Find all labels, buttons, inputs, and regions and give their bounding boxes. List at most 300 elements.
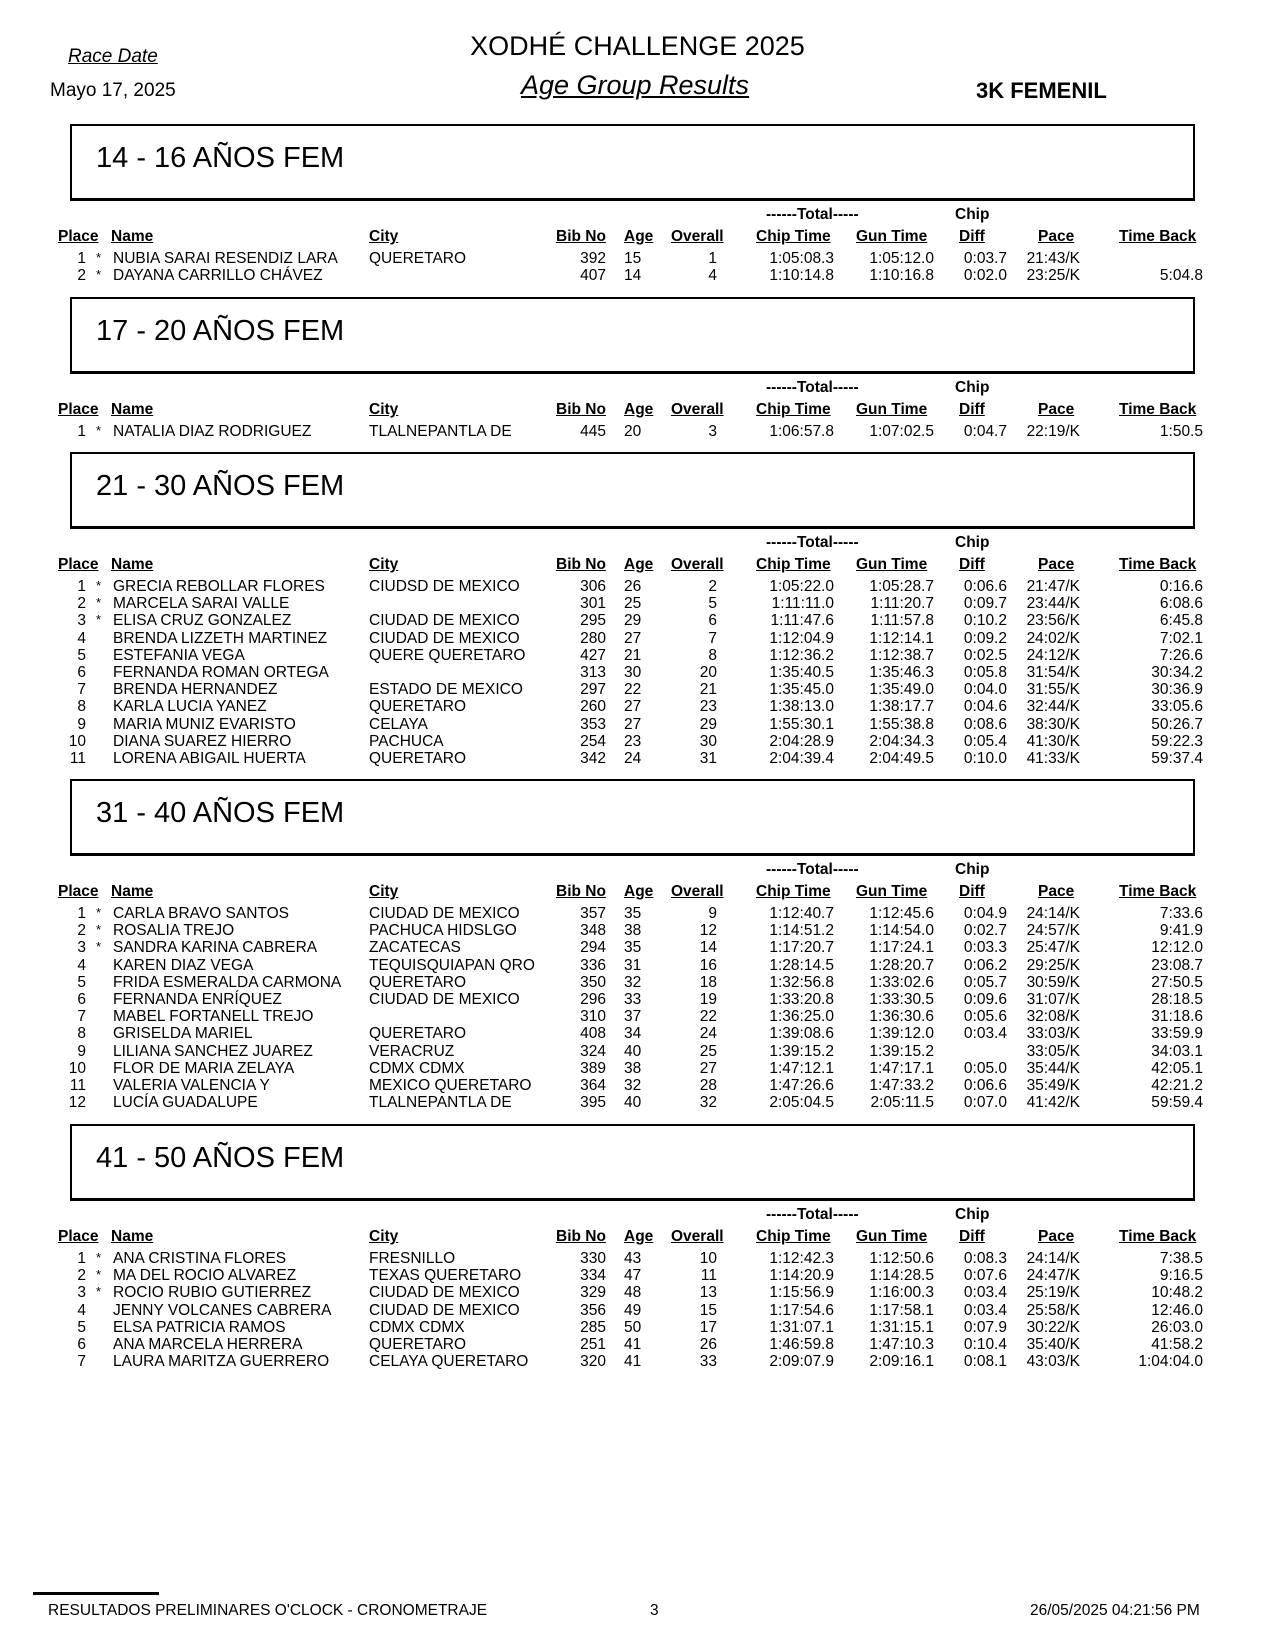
cell-place: 5 — [77, 973, 86, 991]
cell-chip: 1:17:20.7 — [769, 939, 834, 957]
cell-place: 3 — [77, 612, 86, 630]
cell-chip: 1:14:20.9 — [769, 1267, 834, 1285]
cell-gun: 1:33:02.6 — [869, 973, 934, 991]
cell-overall: 24 — [699, 1025, 717, 1043]
cell-star: * — [96, 578, 102, 593]
cell-bib: 310 — [580, 1008, 606, 1026]
cell-chip: 2:04:28.9 — [769, 732, 834, 750]
cell-name: SANDRA KARINA CABRERA — [113, 939, 318, 957]
cell-city: QUERETARO — [369, 250, 467, 267]
cell-pace: 41:33/K — [1026, 750, 1080, 767]
cell-diff: 0:04.7 — [963, 423, 1007, 440]
column-header-city: City — [369, 1228, 399, 1245]
cell-pace: 31:55/K — [1026, 681, 1080, 699]
column-header-diff: Diff — [959, 228, 985, 245]
cell-chip: 1:10:14.8 — [769, 267, 834, 285]
column-header-time-back: Time Back — [1119, 1228, 1197, 1245]
cell-age: 24 — [624, 750, 642, 767]
cell-age: 37 — [624, 1008, 642, 1026]
cell-pace: 33:05/K — [1026, 1042, 1080, 1060]
cell-gun: 1:17:58.1 — [869, 1301, 934, 1319]
result-row — [0, 905, 1275, 922]
cell-bib: 357 — [580, 905, 606, 922]
cell-gun: 1:35:49.0 — [869, 681, 934, 699]
cell-overall: 22 — [699, 1008, 717, 1026]
cell-pace: 23:25/K — [1026, 267, 1080, 285]
chip-group-label: Chip — [955, 206, 990, 223]
race-date: Mayo 17, 2025 — [50, 80, 176, 101]
cell-age: 20 — [624, 423, 642, 440]
cell-age: 50 — [624, 1318, 642, 1336]
cell-age: 40 — [624, 1042, 642, 1060]
cell-chip: 1:05:22.0 — [769, 578, 834, 595]
age-group-header-box — [70, 779, 1195, 856]
cell-diff: 0:06.6 — [963, 578, 1007, 595]
cell-back: 23:08.7 — [1151, 956, 1203, 974]
cell-diff: 0:02.5 — [963, 646, 1007, 664]
cell-diff: 0:03.3 — [963, 939, 1007, 957]
column-header-age: Age — [624, 1228, 654, 1245]
age-group-header-box — [70, 452, 1195, 529]
cell-star: * — [96, 1250, 102, 1265]
cell-diff: 0:04.6 — [963, 698, 1007, 716]
cell-city: CIUDAD DE MEXICO — [369, 612, 520, 630]
result-row — [0, 1077, 1275, 1094]
cell-gun: 1:55:38.8 — [869, 715, 934, 733]
cell-diff: 0:05.8 — [963, 664, 1007, 681]
cell-back: 7:33.6 — [1159, 905, 1203, 922]
cell-diff: 0:05.6 — [963, 1008, 1007, 1026]
column-header-city: City — [369, 401, 399, 418]
cell-chip: 1:35:45.0 — [769, 681, 834, 699]
result-row — [0, 939, 1275, 956]
cell-gun: 2:04:34.3 — [869, 732, 934, 750]
cell-pace: 30:59/K — [1026, 973, 1080, 991]
cell-name: ROSALIA TREJO — [113, 922, 235, 940]
footer-source: RESULTADOS PRELIMINARES O'CLOCK - CRONOMETRAJE — [48, 1602, 488, 1619]
cell-star: * — [96, 612, 102, 628]
cell-bib: 392 — [580, 250, 606, 267]
cell-pace: 29:25/K — [1026, 956, 1080, 974]
cell-age: 32 — [624, 973, 642, 991]
result-row — [0, 1094, 1275, 1111]
cell-bib: 408 — [580, 1025, 606, 1043]
cell-age: 31 — [624, 956, 642, 974]
cell-diff: 0:09.2 — [963, 629, 1007, 647]
column-header-name: Name — [111, 1228, 154, 1245]
cell-city: CIUDAD DE MEXICO — [369, 1284, 520, 1302]
cell-chip: 1:33:20.8 — [769, 991, 834, 1008]
cell-age: 47 — [624, 1267, 642, 1285]
cell-name: DIANA SUAREZ HIERRO — [113, 732, 292, 750]
result-row — [0, 922, 1275, 939]
column-header-chip-time: Chip Time — [756, 883, 831, 900]
cell-gun: 1:10:16.8 — [869, 267, 934, 285]
age-group-title: 14 - 16 AÑOS FEM — [96, 142, 345, 174]
cell-bib: 350 — [580, 973, 606, 991]
cell-overall: 33 — [699, 1353, 717, 1371]
cell-diff: 0:07.6 — [963, 1267, 1007, 1285]
cell-back: 10:48.2 — [1151, 1284, 1203, 1302]
page-number: 3 — [650, 1602, 659, 1619]
cell-back: 59:22.3 — [1151, 732, 1203, 750]
cell-pace: 41:42/K — [1026, 1094, 1080, 1112]
cell-pace: 24:12/K — [1026, 646, 1080, 664]
cell-age: 21 — [624, 646, 642, 664]
cell-place: 6 — [77, 991, 86, 1008]
cell-chip: 1:39:15.2 — [769, 1042, 834, 1060]
cell-chip: 1:46:59.8 — [769, 1336, 834, 1353]
cell-age: 35 — [624, 905, 642, 922]
cell-place: 6 — [77, 1336, 86, 1353]
page-title: XODHÉ CHALLENGE 2025 — [470, 31, 805, 61]
cell-place: 3 — [77, 939, 86, 957]
cell-chip: 1:47:12.1 — [769, 1059, 834, 1077]
cell-city: CIUDSD DE MEXICO — [369, 578, 520, 595]
cell-bib: 320 — [580, 1353, 606, 1371]
cell-overall: 13 — [699, 1284, 717, 1302]
cell-name: FLOR DE MARIA ZELAYA — [113, 1059, 295, 1077]
cell-diff: 0:03.7 — [963, 250, 1007, 267]
cell-name: GRISELDA MARIEL — [113, 1025, 253, 1043]
cell-city: TLALNEPANTLA DE — [369, 1094, 512, 1112]
age-group-header-box — [70, 1124, 1195, 1201]
cell-overall: 2 — [708, 578, 717, 595]
cell-bib: 348 — [580, 922, 606, 940]
cell-place: 2 — [77, 595, 86, 613]
cell-name: ESTEFANIA VEGA — [113, 646, 245, 664]
cell-back: 5:04.8 — [1159, 267, 1203, 285]
column-header-gun-time: Gun Time — [856, 401, 928, 418]
cell-back: 28:18.5 — [1151, 991, 1203, 1008]
cell-place: 10 — [68, 1059, 86, 1077]
age-group-title: 17 - 20 AÑOS FEM — [96, 315, 345, 347]
cell-gun: 1:28:20.7 — [869, 956, 934, 974]
cell-place: 1 — [77, 1250, 86, 1267]
cell-place: 4 — [77, 629, 86, 647]
cell-age: 27 — [624, 698, 642, 716]
cell-bib: 330 — [580, 1250, 606, 1267]
column-header-overall: Overall — [671, 1228, 724, 1245]
cell-pace: 25:19/K — [1026, 1284, 1080, 1302]
cell-bib: 251 — [580, 1336, 606, 1353]
cell-chip: 1:38:13.0 — [769, 698, 834, 716]
cell-back: 12:12.0 — [1151, 939, 1203, 957]
cell-chip: 1:05:08.3 — [769, 250, 834, 267]
chip-group-label: Chip — [955, 1206, 990, 1223]
cell-place: 2 — [77, 922, 86, 940]
cell-bib: 295 — [580, 612, 606, 630]
column-header-name: Name — [111, 401, 154, 418]
cell-chip: 1:15:56.9 — [769, 1284, 834, 1302]
cell-chip: 1:17:54.6 — [769, 1301, 834, 1319]
cell-age: 29 — [624, 612, 642, 630]
cell-place: 9 — [77, 1042, 86, 1060]
cell-chip: 1:55:30.1 — [769, 715, 834, 733]
cell-age: 43 — [624, 1250, 642, 1267]
cell-pace: 35:40/K — [1026, 1336, 1080, 1353]
cell-name: FRIDA ESMERALDA CARMONA — [113, 973, 342, 991]
cell-back: 50:26.7 — [1151, 715, 1203, 733]
cell-chip: 1:47:26.6 — [769, 1077, 834, 1094]
cell-pace: 35:44/K — [1026, 1059, 1080, 1077]
cell-bib: 356 — [580, 1301, 606, 1319]
cell-star: * — [96, 250, 102, 265]
cell-star: * — [96, 922, 102, 938]
column-header-place: Place — [58, 556, 99, 573]
cell-chip: 1:28:14.5 — [769, 956, 834, 974]
cell-name: LORENA ABIGAIL HUERTA — [113, 750, 306, 767]
cell-pace: 32:08/K — [1026, 1008, 1080, 1026]
cell-name: KAREN DIAZ VEGA — [113, 956, 254, 974]
cell-bib: 407 — [580, 267, 606, 285]
cell-place: 7 — [77, 1353, 86, 1371]
column-header-diff: Diff — [959, 556, 985, 573]
cell-place: 8 — [77, 698, 86, 716]
cell-back: 33:59.9 — [1151, 1025, 1203, 1043]
age-group-title: 31 - 40 AÑOS FEM — [96, 797, 345, 829]
cell-bib: 336 — [580, 956, 606, 974]
cell-chip: 1:39:08.6 — [769, 1025, 834, 1043]
column-header-gun-time: Gun Time — [856, 1228, 928, 1245]
cell-name: MARIA MUNIZ EVARISTO — [113, 715, 296, 733]
cell-bib: 427 — [580, 646, 606, 664]
result-row — [0, 957, 1275, 974]
cell-place: 2 — [77, 1267, 86, 1285]
column-header-gun-time: Gun Time — [856, 883, 928, 900]
cell-age: 40 — [624, 1094, 642, 1112]
cell-gun: 1:35:46.3 — [869, 664, 934, 681]
column-header-pace: Pace — [1038, 228, 1075, 245]
cell-back: 12:46.0 — [1151, 1301, 1203, 1319]
column-header-time-back: Time Back — [1119, 228, 1197, 245]
column-header-place: Place — [58, 883, 99, 900]
column-header-city: City — [369, 228, 399, 245]
column-header-name: Name — [111, 556, 154, 573]
cell-city: TEXAS QUERETARO — [369, 1267, 522, 1285]
cell-diff: 0:08.3 — [963, 1250, 1007, 1267]
cell-city: CIUDAD DE MEXICO — [369, 629, 520, 647]
cell-overall: 7 — [708, 629, 717, 647]
cell-diff: 0:07.0 — [963, 1094, 1007, 1112]
cell-name: LAURA MARITZA GUERRERO — [113, 1353, 330, 1371]
footer-timestamp: 26/05/2025 04:21:56 PM — [1030, 1602, 1200, 1619]
column-header-pace: Pace — [1038, 883, 1075, 900]
cell-gun: 2:04:49.5 — [869, 750, 934, 767]
cell-diff: 0:07.9 — [963, 1318, 1007, 1336]
cell-gun: 1:12:50.6 — [869, 1250, 934, 1267]
cell-diff: 0:05.7 — [963, 973, 1007, 991]
result-row — [0, 1302, 1275, 1319]
cell-star: * — [96, 595, 102, 611]
cell-gun: 1:47:17.1 — [869, 1059, 934, 1077]
cell-age: 35 — [624, 939, 642, 957]
cell-gun: 1:14:28.5 — [869, 1267, 934, 1285]
column-header-diff: Diff — [959, 1228, 985, 1245]
result-row — [0, 423, 1275, 440]
cell-back: 0:16.6 — [1159, 578, 1203, 595]
cell-pace: 30:22/K — [1026, 1318, 1080, 1336]
cell-name: ELSA PATRICIA RAMOS — [113, 1318, 286, 1336]
cell-back: 1:50.5 — [1159, 423, 1203, 440]
result-row — [0, 250, 1275, 267]
cell-name: VALERIA VALENCIA Y — [113, 1077, 270, 1094]
cell-gun: 1:11:20.7 — [870, 595, 934, 613]
cell-gun: 1:12:38.7 — [869, 646, 934, 664]
column-header-place: Place — [58, 401, 99, 418]
cell-gun: 1:17:24.1 — [869, 939, 934, 957]
cell-pace: 33:03/K — [1026, 1025, 1080, 1043]
cell-city: CIUDAD DE MEXICO — [369, 1301, 520, 1319]
result-row — [0, 1060, 1275, 1077]
cell-overall: 21 — [699, 681, 717, 699]
cell-gun: 1:12:14.1 — [869, 629, 934, 647]
cell-overall: 18 — [699, 973, 717, 991]
race-date-label: Race Date — [68, 46, 158, 67]
cell-back: 31:18.6 — [1151, 1008, 1203, 1026]
page-subtitle: Age Group Results — [520, 70, 750, 100]
cell-place: 1 — [77, 423, 86, 440]
cell-back: 42:21.2 — [1151, 1077, 1203, 1094]
cell-gun: 1:39:15.2 — [869, 1042, 934, 1060]
cell-age: 48 — [624, 1284, 642, 1302]
cell-name: BRENDA HERNANDEZ — [113, 681, 278, 699]
cell-bib: 313 — [580, 664, 606, 681]
cell-overall: 8 — [708, 646, 717, 664]
cell-chip: 2:05:04.5 — [769, 1094, 834, 1112]
result-row — [0, 1336, 1275, 1353]
cell-back: 42:05.1 — [1151, 1059, 1203, 1077]
result-row — [0, 681, 1275, 698]
cell-name: LUCÍA GUADALUPE — [113, 1094, 258, 1112]
cell-city: TLALNEPANTLA DE — [369, 423, 512, 440]
result-row — [0, 647, 1275, 664]
cell-back: 34:03.1 — [1151, 1042, 1203, 1060]
column-header-chip-time: Chip Time — [756, 228, 831, 245]
cell-pace: 23:56/K — [1026, 612, 1080, 630]
cell-age: 41 — [624, 1353, 642, 1371]
cell-place: 3 — [77, 1284, 86, 1302]
cell-back: 6:45.8 — [1159, 612, 1203, 630]
cell-pace: 41:30/K — [1026, 732, 1080, 750]
cell-gun: 1:31:15.1 — [869, 1318, 934, 1336]
result-row — [0, 1319, 1275, 1336]
column-header-name: Name — [111, 883, 154, 900]
cell-bib: 306 — [580, 578, 606, 595]
cell-name: ROCIO RUBIO GUTIERREZ — [113, 1284, 312, 1302]
result-row — [0, 267, 1275, 284]
cell-name: FERNANDA ENRÍQUEZ — [113, 991, 282, 1008]
column-header-name: Name — [111, 228, 154, 245]
cell-diff: 0:03.4 — [963, 1301, 1007, 1319]
cell-place: 1 — [77, 250, 86, 267]
cell-gun: 1:36:30.6 — [869, 1008, 934, 1026]
cell-city: CELAYA — [369, 715, 428, 733]
cell-pace: 35:49/K — [1026, 1077, 1080, 1094]
cell-age: 33 — [624, 991, 642, 1008]
cell-overall: 12 — [699, 922, 717, 940]
cell-name: MARCELA SARAI VALLE — [113, 595, 290, 613]
cell-age: 32 — [624, 1077, 642, 1094]
cell-star: * — [96, 423, 102, 438]
cell-overall: 29 — [699, 715, 717, 733]
total-group-label: ------Total----- — [766, 534, 859, 551]
cell-diff: 0:10.2 — [963, 612, 1007, 630]
cell-bib: 364 — [580, 1077, 606, 1094]
cell-place: 4 — [77, 1301, 86, 1319]
cell-overall: 19 — [699, 991, 717, 1008]
cell-age: 30 — [624, 664, 642, 681]
cell-overall: 23 — [699, 698, 717, 716]
cell-bib: 294 — [580, 939, 606, 957]
cell-pace: 24:14/K — [1026, 1250, 1080, 1267]
column-header-bib: Bib No — [556, 883, 606, 900]
cell-age: 38 — [624, 922, 642, 940]
cell-back: 59:59.4 — [1151, 1094, 1203, 1112]
cell-bib: 329 — [580, 1284, 606, 1302]
cell-back: 7:02.1 — [1159, 629, 1203, 647]
cell-back: 6:08.6 — [1159, 595, 1203, 613]
cell-gun: 1:12:45.6 — [869, 905, 934, 922]
cell-overall: 31 — [699, 750, 717, 767]
age-group-title: 41 - 50 AÑOS FEM — [96, 1142, 345, 1174]
cell-city: QUERETARO — [369, 750, 467, 767]
event-name: 3K FEMENIL — [976, 78, 1107, 103]
cell-age: 23 — [624, 732, 642, 750]
cell-pace: 32:44/K — [1026, 698, 1080, 716]
column-header-overall: Overall — [671, 228, 724, 245]
result-row — [0, 698, 1275, 715]
cell-gun: 2:05:11.5 — [870, 1094, 934, 1112]
cell-name: ELISA CRUZ GONZALEZ — [113, 612, 292, 630]
cell-bib: 296 — [580, 991, 606, 1008]
cell-back: 33:05.6 — [1151, 698, 1203, 716]
cell-name: ANA MARCELA HERRERA — [113, 1336, 303, 1353]
cell-gun: 2:09:16.1 — [869, 1353, 934, 1371]
cell-gun: 1:07:02.5 — [869, 423, 934, 440]
cell-city: CDMX CDMX — [369, 1318, 465, 1336]
column-header-overall: Overall — [671, 883, 724, 900]
result-row — [0, 612, 1275, 629]
result-row — [0, 1025, 1275, 1042]
result-row — [0, 1267, 1275, 1284]
column-header-chip-time: Chip Time — [756, 556, 831, 573]
cell-name: ANA CRISTINA FLORES — [113, 1250, 287, 1267]
cell-diff: 0:02.0 — [963, 267, 1007, 285]
cell-bib: 342 — [580, 750, 606, 767]
cell-overall: 20 — [699, 664, 717, 681]
cell-city: QUERETARO — [369, 698, 467, 716]
cell-back: 41:58.2 — [1151, 1336, 1203, 1353]
chip-group-label: Chip — [955, 534, 990, 551]
cell-back: 27:50.5 — [1151, 973, 1203, 991]
cell-city: FRESNILLO — [369, 1250, 456, 1267]
cell-overall: 17 — [699, 1318, 717, 1336]
cell-city: QUERETARO — [369, 1025, 467, 1043]
column-header-gun-time: Gun Time — [856, 228, 928, 245]
result-row — [0, 1043, 1275, 1060]
cell-city: CDMX CDMX — [369, 1059, 465, 1077]
cell-star: * — [96, 1267, 102, 1283]
result-row — [0, 716, 1275, 733]
cell-diff: 0:09.7 — [963, 595, 1007, 613]
cell-overall: 14 — [699, 939, 717, 957]
cell-chip: 1:35:40.5 — [769, 664, 834, 681]
cell-place: 10 — [68, 732, 86, 750]
result-row — [0, 595, 1275, 612]
cell-gun: 1:14:54.0 — [869, 922, 934, 940]
cell-overall: 16 — [699, 956, 717, 974]
